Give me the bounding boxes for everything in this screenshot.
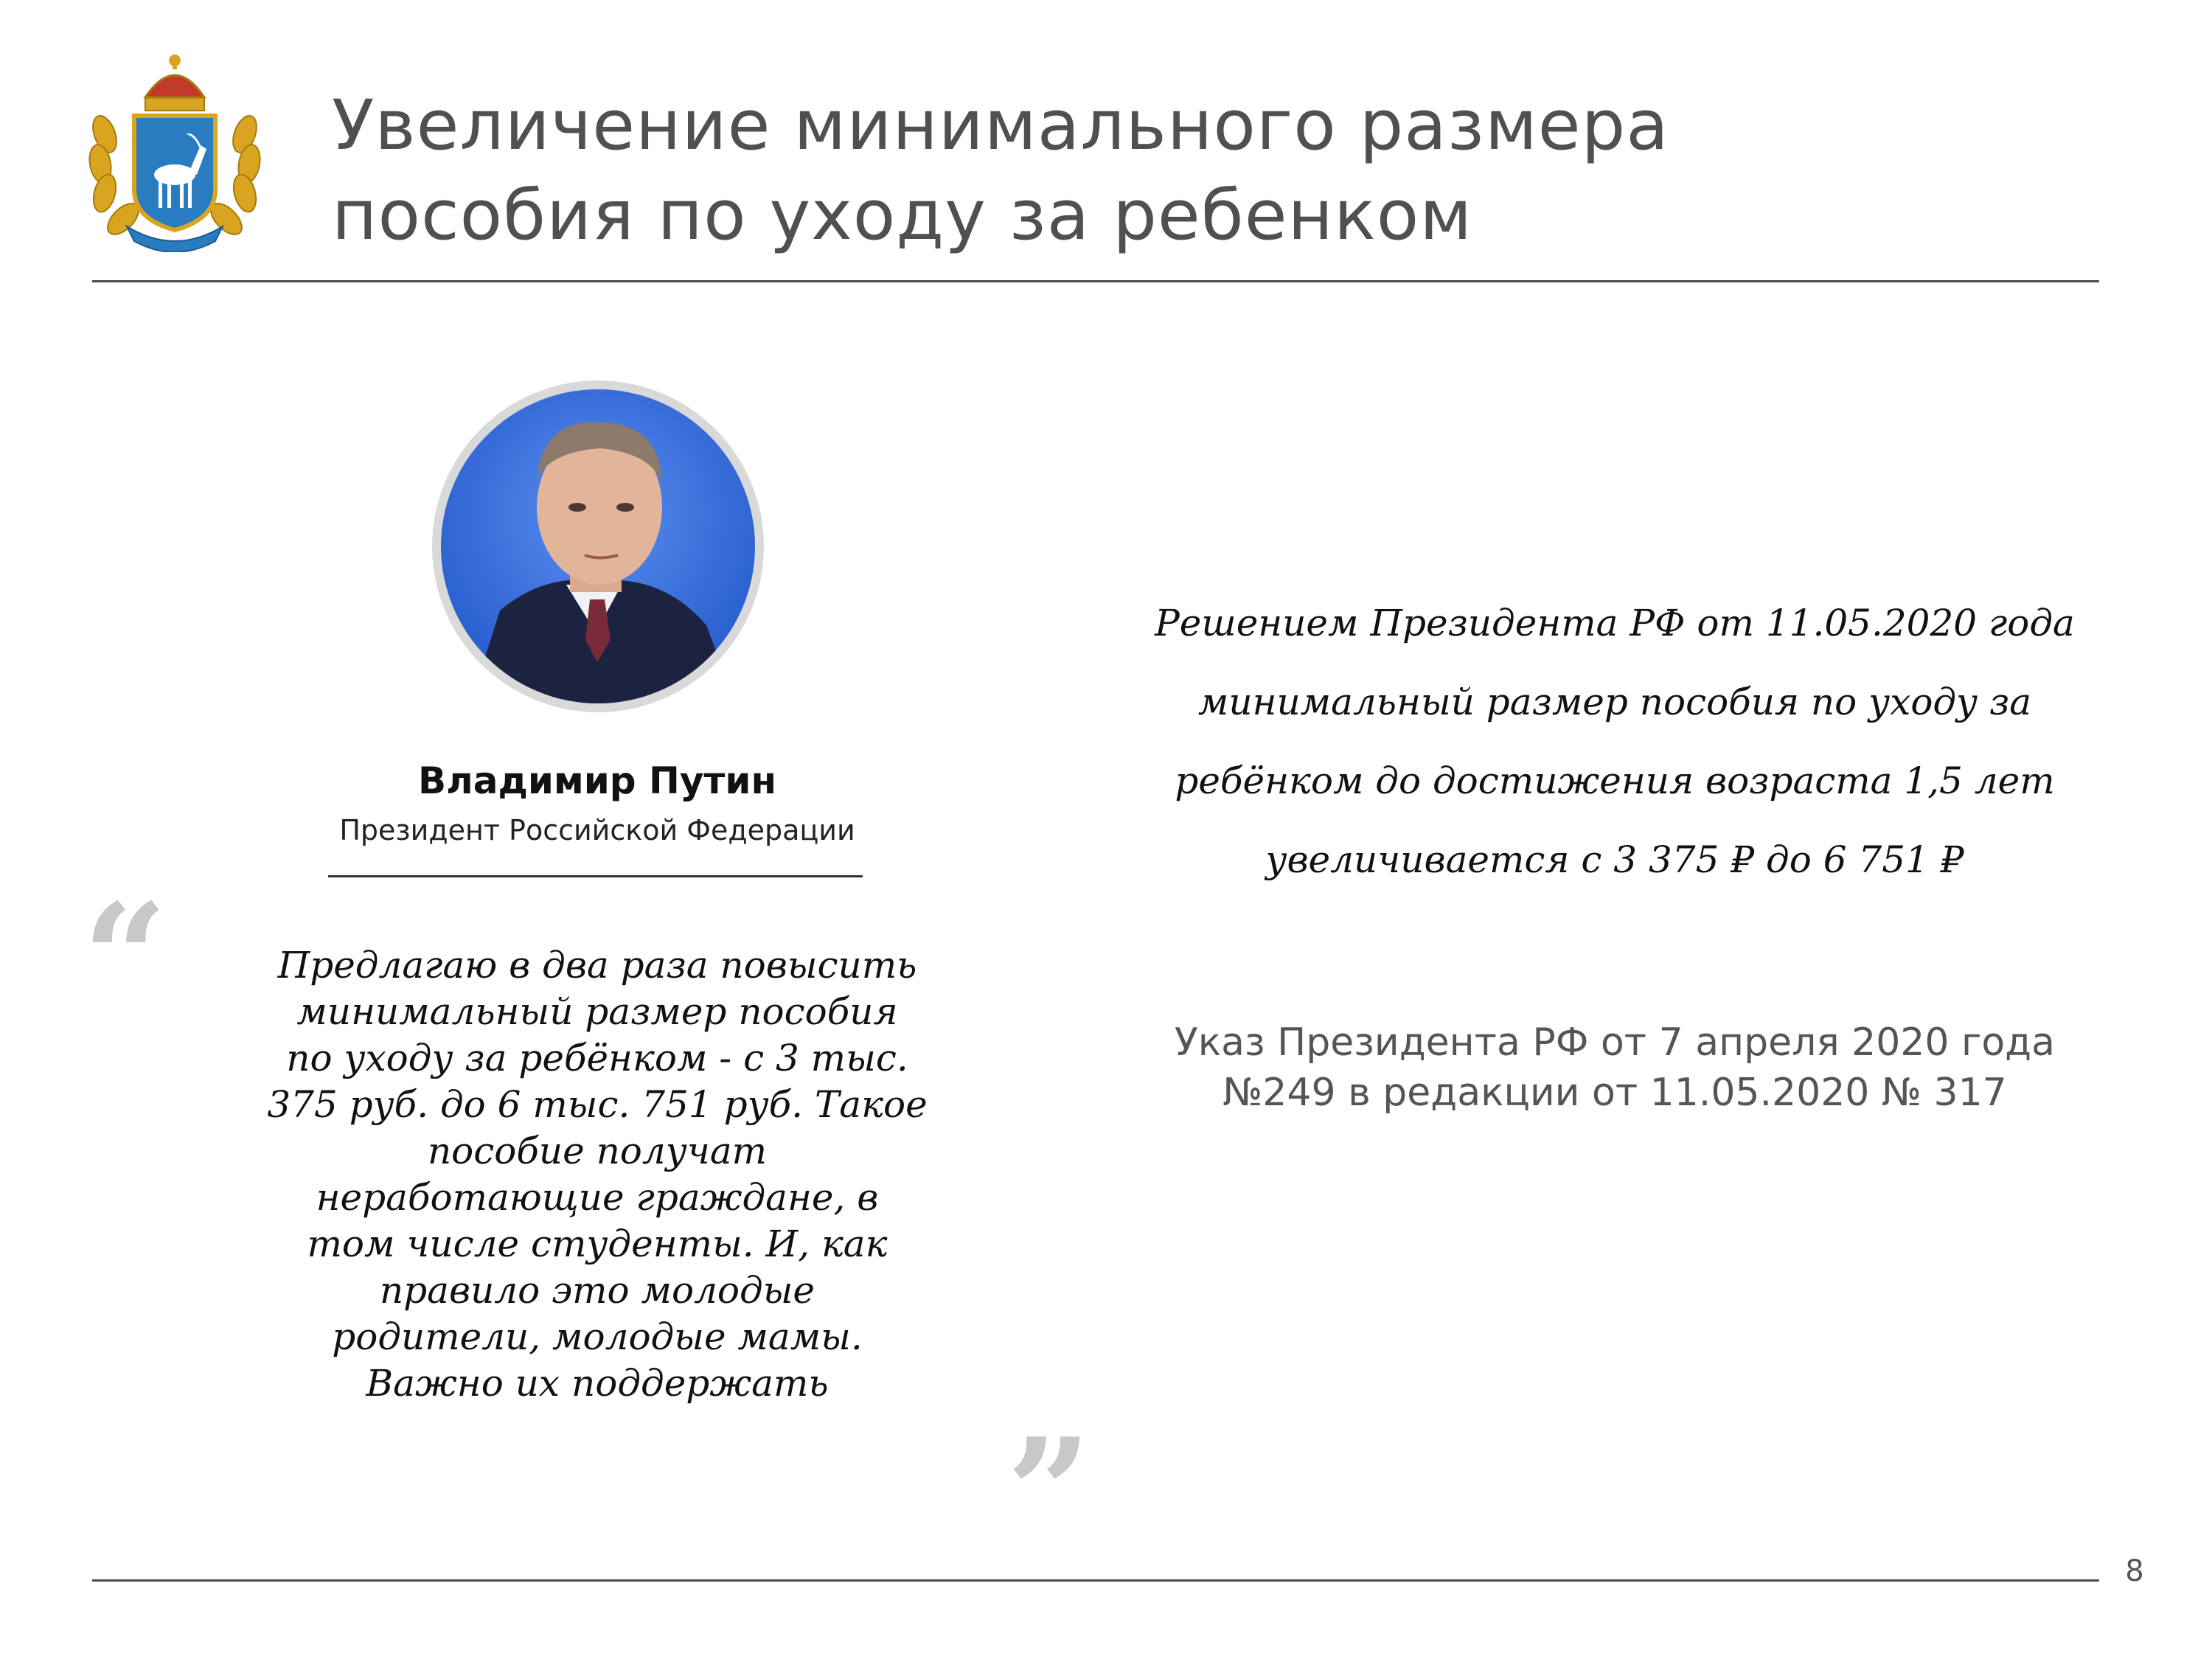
page-title	[332, 81, 2028, 261]
decision-line: минимальный размер пособия по уходу за	[1197, 681, 2032, 723]
decision-line: ребёнком до достижения возраста 1,5 лет	[1175, 759, 2055, 802]
open-quote-icon: “	[83, 872, 168, 1045]
portrait-photo	[432, 380, 764, 712]
decision-line: Решением Президента РФ от 11.05.2020 года	[1155, 602, 2075, 644]
close-quote-icon: ”	[1006, 1406, 1092, 1579]
quote-text	[236, 942, 959, 1407]
decree-line: №249 в редакции от 11.05.2020 № 317	[1222, 1071, 2007, 1115]
footer-divider	[92, 1579, 2099, 1582]
decree-line: Указ Президента РФ от 7 апреля 2020 года	[1175, 1020, 2055, 1065]
quote-line: минимальный размер пособия	[296, 990, 898, 1033]
decision-text	[1106, 584, 2124, 900]
quote-line: неработающие граждане, в	[316, 1176, 879, 1219]
decree-reference	[1106, 1018, 2124, 1118]
page-number: 8	[2125, 1554, 2144, 1588]
speaker-divider	[328, 875, 863, 877]
quote-line: 375 руб. до 6 тыс. 751 руб. Такое	[267, 1083, 928, 1126]
header-divider	[92, 280, 2099, 282]
quote-line: правило это молодые	[379, 1269, 815, 1312]
title-line-1: Увеличение минимального размера	[332, 86, 1669, 166]
speaker-role: Президент Российской Федерации	[339, 814, 855, 846]
quote-line: пособие получат	[427, 1130, 768, 1172]
quote-line: том числе студенты. И, как	[307, 1222, 888, 1265]
quote-line: Предлагаю в два раза повысить	[277, 944, 917, 987]
speaker-name: Владимир Путин	[418, 759, 776, 802]
quote-line: Важно их поддержать	[366, 1362, 829, 1405]
decision-line: увеличивается с 3 375 ₽ до 6 751 ₽	[1265, 838, 1964, 881]
quote-line: родители, молодые мамы.	[332, 1315, 863, 1358]
coat-of-arms-icon	[83, 53, 267, 252]
quote-line: по уходу за ребёнком - с 3 тыс.	[286, 1037, 908, 1079]
title-line-2: пособия по уходу за ребенком	[332, 175, 1473, 256]
